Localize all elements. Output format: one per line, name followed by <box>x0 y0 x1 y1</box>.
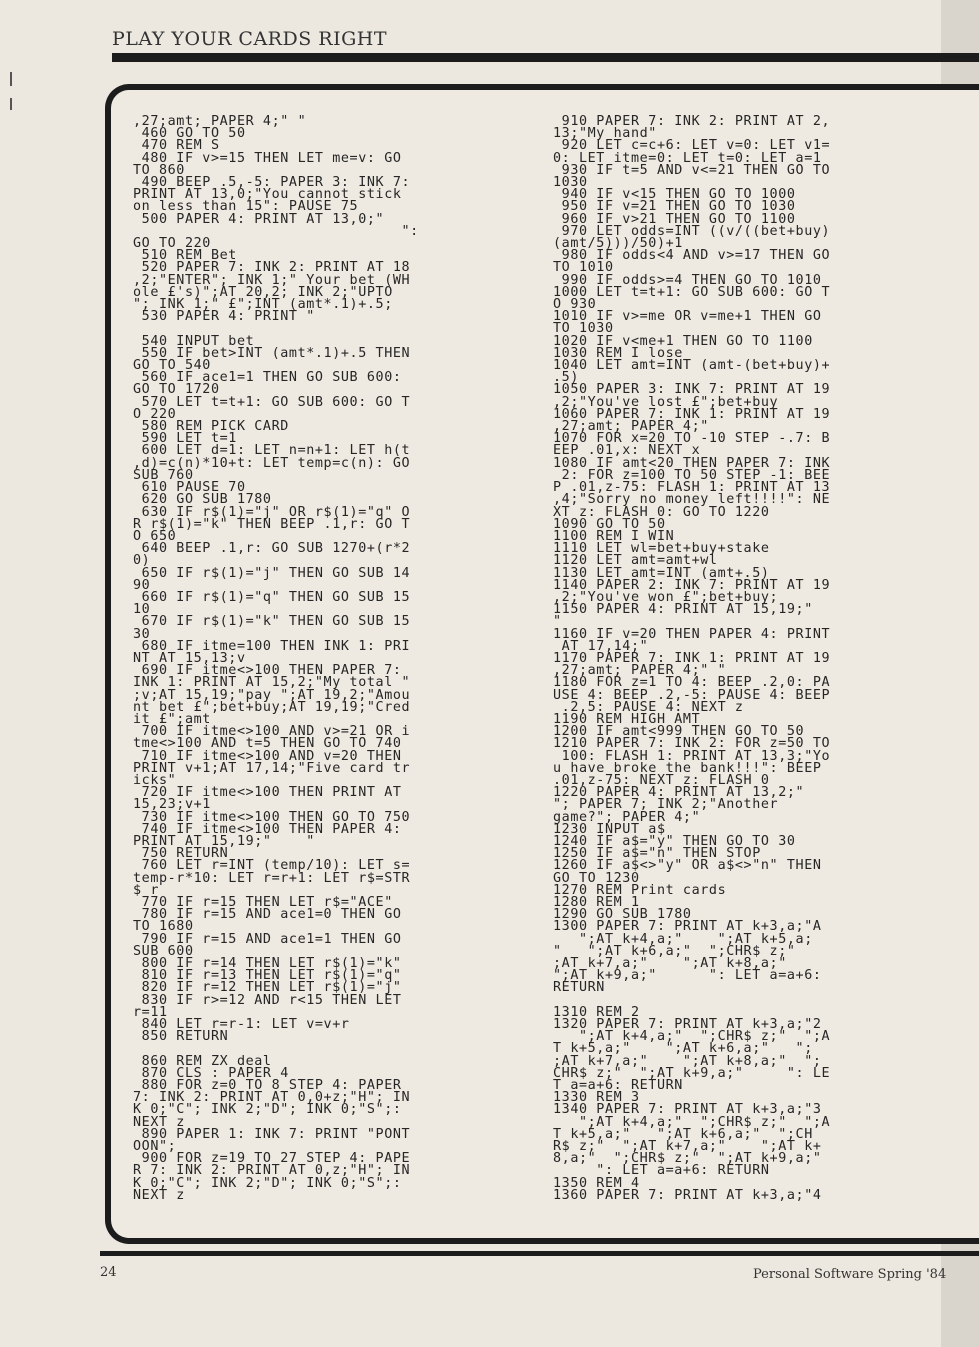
code-line: PRINT v+1;AT 17,14;"Five card tr <box>133 760 411 776</box>
code-line: 890 PAPER 1: INK 7: PRINT "PONT <box>133 1126 411 1142</box>
code-line: OON"; <box>133 1139 177 1155</box>
code-line: tme<>100 AND t=5 THEN GO TO 740 <box>133 736 402 752</box>
code-line: NEXT z <box>133 1187 185 1203</box>
code-line: 1230 INPUT a$ <box>553 821 666 837</box>
code-line: GO TO 540 <box>133 358 211 374</box>
code-line: 500 PAPER 4: PRINT AT 13,0;" <box>133 211 385 227</box>
code-line: R$ z;" ";AT k+7,a;" ";AT k+ <box>553 1139 822 1155</box>
code-line: 1260 IF a$<>"y" OR a$<>"n" THEN <box>553 858 822 874</box>
code-line: 840 LET r=r-1: LET v=v+r <box>133 1017 350 1033</box>
code-line: 1130 LET amt=INT (amt+.5) <box>553 565 770 581</box>
footer-rule <box>100 1251 979 1256</box>
code-line: 560 IF ace1=1 THEN GO SUB 600: <box>133 370 402 386</box>
header-rule <box>112 53 979 62</box>
code-line: ,27;amt; PAPER 4;" " <box>553 663 727 679</box>
code-line: 1190 REM HIGH AMT <box>553 711 701 727</box>
code-line: O 650 <box>133 528 177 544</box>
code-line: 90 <box>133 577 151 593</box>
code-line: GO TO 1720 <box>133 382 220 398</box>
code-line: $ r <box>133 882 159 898</box>
code-line: 1310 REM 2 <box>553 1004 640 1020</box>
code-line: 1210 PAPER 7: INK 2: FOR z=50 TO <box>553 736 831 752</box>
code-line: 1270 REM Print cards <box>553 882 727 898</box>
code-line: .01,z-75: NEXT z: FLASH 0 <box>553 772 770 788</box>
code-line: R r$(1)="k" THEN BEEP .1,r: GO T <box>133 516 411 532</box>
code-line: 930 IF t=5 AND v<=21 THEN GO TO <box>553 162 831 178</box>
code-line: 1220 PAPER 4: PRINT AT 13,2;" <box>553 785 805 801</box>
code-line: GO TO 220 <box>133 236 211 252</box>
code-line: 1000 LET t=t+1: GO SUB 600: GO T <box>553 284 831 300</box>
code-line: 1140 PAPER 2: INK 7: PRINT AT 19 <box>553 577 831 593</box>
code-line: K 0;"C"; INK 2;"D"; INK 0;"S";: <box>133 1175 402 1191</box>
code-line: 1010 IF v>=me OR v=me+1 THEN GO <box>553 309 822 325</box>
code-line: 570 LET t=t+1: GO SUB 600: GO T <box>133 394 411 410</box>
code-line: AT 17,14;" <box>553 638 649 654</box>
code-line: R 7: INK 2: PRINT AT 0,z;"H"; IN <box>133 1163 411 1179</box>
code-line: 1040 LET amt=INT (amt-(bet+buy)+ <box>553 358 831 374</box>
code-line: PRINT AT 15,19;" " <box>133 833 315 849</box>
code-line: RETURN <box>553 980 605 996</box>
code-line: 470 REM S <box>133 138 220 154</box>
code-line: 920 LET c=c+6: LET v=0: LET v1= <box>553 138 831 154</box>
code-line: INK 1: PRINT AT 15,2;"My total " <box>133 675 411 691</box>
code-line: 880 FOR z=0 TO 8 STEP 4: PAPER <box>133 1078 402 1094</box>
code-line: 620 GO SUB 1780 <box>133 492 272 508</box>
code-line: 1200 IF amt<999 THEN GO TO 50 <box>553 724 805 740</box>
code-line: 520 PAPER 7: INK 2: PRINT AT 18 <box>133 260 411 276</box>
code-line: 1100 REM I WIN <box>553 528 675 544</box>
code-line: 830 IF r>=12 AND r<15 THEN LET <box>133 992 402 1008</box>
code-line: 870 CLS : PAPER 4 <box>133 1065 289 1081</box>
code-line: 650 IF r$(1)="j" THEN GO SUB 14 <box>133 565 411 581</box>
code-line: 1240 IF a$="y" THEN GO TO 30 <box>553 833 796 849</box>
code-line: temp-r*10: LET r=r+1: LET r$=STR <box>133 870 411 886</box>
code-line: T k+5,a;" ";AT k+6,a;" "; <box>553 1041 813 1057</box>
code-line: CHR$ z;" ";AT k+9,a;" ": LE <box>553 1065 831 1081</box>
code-line: icks" <box>133 772 177 788</box>
code-line: 460 GO TO 50 <box>133 126 246 142</box>
code-line: 510 REM Bet <box>133 248 237 264</box>
code-line: ,2;"You've lost £";bet+buy <box>553 394 779 410</box>
code-line: 1320 PAPER 7: PRINT AT k+3,a;"2 <box>553 1017 822 1033</box>
code-line: 970 LET odds=INT ((v/((bet+buy) <box>553 223 831 239</box>
code-line: "; INK 1;" £";INT (amt*.1)+.5; <box>133 297 393 313</box>
code-line: 7: INK 2: PRINT AT 0,0+z;"H"; IN <box>133 1090 411 1106</box>
code-line: ";AT k+9,a;" ": LET a=a+6: <box>553 968 822 984</box>
code-line: USE 4: BEEP .2,-5: PAUSE 4: BEEP <box>553 687 831 703</box>
code-line: 940 IF v<15 THEN GO TO 1000 <box>553 187 796 203</box>
code-line: TO 860 <box>133 162 185 178</box>
code-line: 1030 <box>553 175 588 191</box>
code-line: 1030 REM I lose <box>553 345 683 361</box>
code-line: 900 FOR z=19 TO 27 STEP 4: PAPE <box>133 1151 411 1167</box>
code-line: 600 LET d=1: LET n=n+1: LET h(t <box>133 443 411 459</box>
code-line: on less than 15": PAUSE 75 <box>133 199 359 215</box>
code-line: T k+5,a;" ";AT k+6,a;" ";CH <box>553 1126 813 1142</box>
publication-footer: Personal Software Spring '84 <box>753 1267 947 1282</box>
code-line: 730 IF itme<>100 THEN GO TO 750 <box>133 809 411 825</box>
code-line: .5) <box>553 370 579 386</box>
code-line: 590 LET t=1 <box>133 431 237 447</box>
code-line: TO 1010 <box>553 260 614 276</box>
code-line: ,4;"Sorry no money left!!!!": NE <box>553 492 831 508</box>
code-line: 1350 REM 4 <box>553 1175 640 1191</box>
code-line: .2,5: PAUSE 4: NEXT z <box>553 699 744 715</box>
code-line: 760 LET r=INT (temp/10): LET s= <box>133 858 411 874</box>
code-line: 30 <box>133 626 151 642</box>
code-line: 530 PAPER 4: PRINT " <box>133 309 315 325</box>
code-line: 0: LET itme=0: LET t=0: LET a=1 <box>553 150 822 166</box>
code-line: 100: FLASH 1: PRINT AT 13,3;"Yo <box>553 748 831 764</box>
code-line: O 220 <box>133 406 177 422</box>
code-line: ole £'s)";AT 20,2; INK 2;"UPTO <box>133 284 393 300</box>
code-line: 640 BEEP .1,r: GO SUB 1270+(r*2 <box>133 541 411 557</box>
code-line: ;AT k+7,a;" ";AT k+8,a;" "; <box>553 1053 822 1069</box>
code-line: T a=a+6: RETURN <box>553 1078 683 1094</box>
code-line: 990 IF odds>=4 THEN GO TO 1010 <box>553 272 822 288</box>
code-line: EEP .01,x: NEXT x <box>553 443 701 459</box>
code-line: XT z: FLASH 0: GO TO 1220 <box>553 504 770 520</box>
code-line: ,27;amt; PAPER 4;" <box>553 419 709 435</box>
code-line: PRINT AT 13,0;"You cannot stick <box>133 187 402 203</box>
code-line: 810 IF r=13 THEN LET r$(1)="q" <box>133 968 402 984</box>
code-line: 480 IF v>=15 THEN LET me=v: GO <box>133 150 402 166</box>
code-line: 680 IF itme=100 THEN INK 1: PRI <box>133 638 411 654</box>
code-line: "; PAPER 7; INK 2;"Another <box>553 797 779 813</box>
code-line: 1060 PAPER 7: INK 1: PRINT AT 19 <box>553 406 831 422</box>
listing-right-column <box>553 116 979 1202</box>
code-line: 910 PAPER 7: INK 2: PRINT AT 2, <box>553 114 831 129</box>
code-line: 1250 IF a$="n" THEN STOP <box>553 846 761 862</box>
code-line: 1150 PAPER 4: PRINT AT 15,19;" <box>553 602 813 618</box>
code-line: u have broke the bank!!!": BEEP <box>553 760 822 776</box>
code-line: ": <box>133 223 419 239</box>
code-line: K 0;"C"; INK 2;"D"; INK 0;"S";: <box>133 1102 402 1118</box>
code-line: " <box>553 614 562 630</box>
code-line: 13;"My hand" <box>553 126 657 142</box>
code-line: 1020 IF v<me+1 THEN GO TO 1100 <box>553 333 813 349</box>
binding-mark <box>10 98 12 110</box>
code-line: 820 IF r=12 THEN LET r$(1)="j" <box>133 980 402 996</box>
code-line: ";AT k+4,a;" ";CHR$ z;" ";A <box>553 1114 831 1130</box>
code-line: 2: FOR z=100 TO 50 STEP -1: BEE <box>553 467 831 483</box>
code-line: 1050 PAPER 3: INK 7: PRINT AT 19 <box>553 382 831 398</box>
code-line: ,27;amt; PAPER 4;" " <box>133 114 307 129</box>
code-line: 1110 LET wl=bet+buy+stake <box>553 541 770 557</box>
page-number: 24 <box>100 1265 117 1280</box>
code-line: 660 IF r$(1)="q" THEN GO SUB 15 <box>133 589 411 605</box>
code-line: 1340 PAPER 7: PRINT AT k+3,a;"3 <box>553 1102 822 1118</box>
code-line: 1120 LET amt=amt+wl <box>553 553 718 569</box>
code-line: ,2;"You've won £";bet+buy; <box>553 589 779 605</box>
code-line: 1180 FOR z=1 TO 4: BEEP .2,0: PA <box>553 675 831 691</box>
code-line: 850 RETURN <box>133 1029 229 1045</box>
code-line: ";AT k+4,a;" ";CHR$ z;" ";A <box>553 1029 831 1045</box>
code-line: 1290 GO SUB 1780 <box>553 907 692 923</box>
code-line: 720 IF itme<>100 THEN PRINT AT <box>133 785 402 801</box>
code-line: 540 INPUT bet <box>133 333 255 349</box>
code-line: 15,23;v+1 <box>133 797 211 813</box>
code-line: 1070 FOR x=20 TO -10 STEP -.7: B <box>553 431 831 447</box>
code-line: ,d)=c(n)*10+t: LET temp=c(n): GO <box>133 455 411 471</box>
code-line: nt bet £";bet+buy;AT 19,19;"Cred <box>133 699 411 715</box>
code-line: 10 <box>133 602 151 618</box>
binding-mark <box>10 72 12 86</box>
code-line: 1330 REM 3 <box>553 1090 640 1106</box>
code-line: ;AT k+7,a;" ";AT k+8,a;" <box>553 956 787 972</box>
code-line: 770 IF r=15 THEN LET r$="ACE" <box>133 895 393 910</box>
code-line: 0) <box>133 553 151 569</box>
code-line: 1160 IF v=20 THEN PAPER 4: PRINT <box>553 626 831 642</box>
code-line: SUB 600 <box>133 943 194 959</box>
code-line: game?"; PAPER 4;" <box>553 809 701 825</box>
code-line: ": LET a=a+6: RETURN <box>553 1163 770 1179</box>
page-header-title: PLAY YOUR CARDS RIGHT <box>112 28 387 50</box>
code-line: 1300 PAPER 7: PRINT AT k+3,a;"A <box>553 919 822 935</box>
code-line: 1080 IF amt<20 THEN PAPER 7: INK <box>553 455 831 471</box>
code-line: 1360 PAPER 7: PRINT AT k+3,a;"4 <box>553 1187 822 1203</box>
code-line: TO 1030 <box>553 321 614 337</box>
code-line: 630 IF r$(1)="j" OR r$(1)="q" O <box>133 504 411 520</box>
listing-left-column <box>133 116 533 1202</box>
code-line: TO 1680 <box>133 919 194 935</box>
code-line: 960 IF v>21 THEN GO TO 1100 <box>553 211 796 227</box>
code-line: O 930 <box>553 297 597 313</box>
code-line: 980 IF odds<4 AND v>=17 THEN GO <box>553 248 831 264</box>
code-line: P .01,z-75: FLASH 1: PRINT AT 13 <box>553 480 831 496</box>
program-listing-frame <box>105 84 979 1244</box>
code-line: GO TO 1230 <box>553 870 640 886</box>
code-line: 780 IF r=15 AND ace1=0 THEN GO <box>133 907 402 923</box>
code-line: SUB 760 <box>133 467 194 483</box>
code-line: 580 REM PICK CARD <box>133 419 289 435</box>
code-line: 950 IF v=21 THEN GO TO 1030 <box>553 199 796 215</box>
code-line: 750 RETURN <box>133 846 229 862</box>
code-line: it £";amt <box>133 711 211 727</box>
code-line: 710 IF itme<>100 AND v=20 THEN <box>133 748 402 764</box>
code-line: (amt/5)))/50)+1 <box>553 236 683 252</box>
code-line: 490 BEEP .5,-5: PAPER 3: INK 7: <box>133 175 411 191</box>
code-line: NEXT z <box>133 1114 185 1130</box>
code-line: 800 IF r=14 THEN LET r$(1)="k" <box>133 956 402 972</box>
code-line: 1280 REM 1 <box>553 895 640 910</box>
code-line: ;v;AT 15,19;"pay ";AT 19,2;"Amou <box>133 687 411 703</box>
code-line: 860 REM ZX deal <box>133 1053 272 1069</box>
code-line: r=11 <box>133 1004 168 1020</box>
code-line: 1090 GO TO 50 <box>553 516 666 532</box>
code-line: 740 IF itme<>100 THEN PAPER 4: <box>133 821 402 837</box>
code-line: 700 IF itme<>100 AND v>=21 OR i <box>133 724 411 740</box>
code-line: ,2;"ENTER"; INK 1;" Your bet (WH <box>133 272 411 288</box>
code-line: NT AT 15,13;v <box>133 650 246 666</box>
code-line: 8,a;" ";CHR$ z;" ";AT k+9,a;" <box>553 1151 822 1167</box>
code-line: ";AT k+4,a;" ";AT k+5,a; <box>553 931 813 947</box>
code-line: 610 PAUSE 70 <box>133 480 246 496</box>
code-line: 790 IF r=15 AND ace1=1 THEN GO <box>133 931 402 947</box>
code-line: 690 IF itme<>100 THEN PAPER 7: <box>133 663 402 679</box>
code-line: 670 IF r$(1)="k" THEN GO SUB 15 <box>133 614 411 630</box>
code-line: 1170 PAPER 7: INK 1: PRINT AT 19 <box>553 650 831 666</box>
code-line: " ";AT k+6,a;" ";CHR$ z;" <box>553 943 796 959</box>
code-line: 550 IF bet>INT (amt*.1)+.5 THEN <box>133 345 411 361</box>
